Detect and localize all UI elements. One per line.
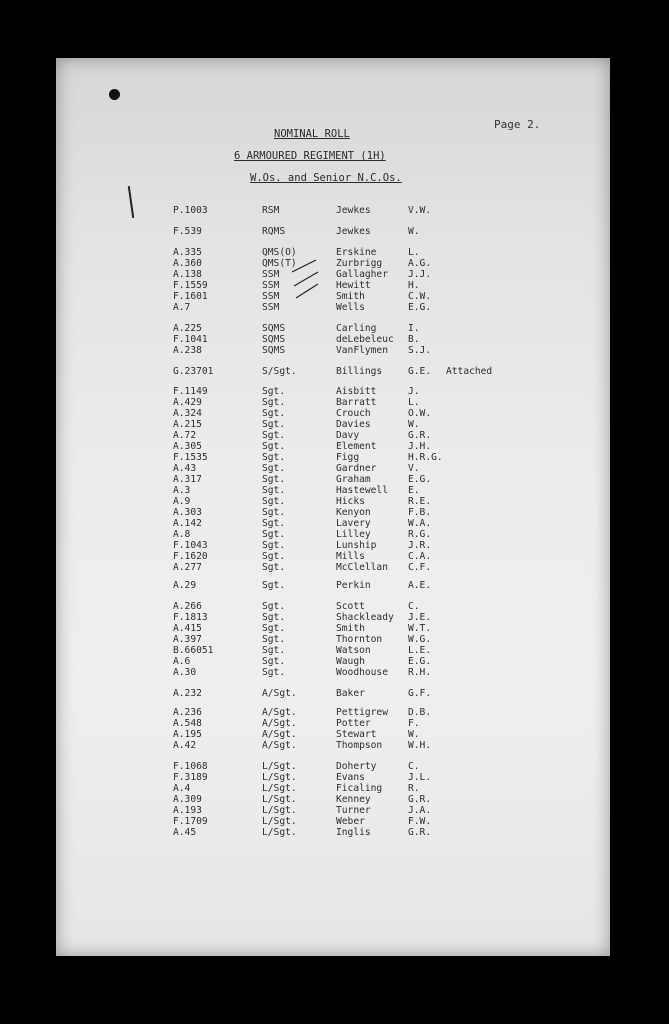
rank: Sgt. bbox=[262, 634, 286, 645]
service-number: F.1043 bbox=[173, 540, 208, 551]
surname: Wells bbox=[336, 302, 365, 313]
rank: L/Sgt. bbox=[262, 772, 297, 783]
initials: W. bbox=[408, 226, 420, 237]
surname: Hastewell bbox=[336, 485, 388, 496]
surname: Perkin bbox=[336, 580, 371, 591]
service-number: A.7 bbox=[173, 302, 191, 313]
surname: Pettigrew bbox=[336, 707, 388, 718]
surname: Turner bbox=[336, 805, 371, 816]
rank: QMS(O) bbox=[262, 247, 297, 258]
initials: H.R.G. bbox=[408, 452, 443, 463]
rank: Sgt. bbox=[262, 656, 286, 667]
service-number: A.195 bbox=[173, 729, 202, 740]
rank: Sgt. bbox=[262, 540, 286, 551]
service-number: A.236 bbox=[173, 707, 202, 718]
initials: C. bbox=[408, 601, 420, 612]
service-number: A.30 bbox=[173, 667, 197, 678]
rank: Sgt. bbox=[262, 452, 286, 463]
rank: Sgt. bbox=[262, 623, 286, 634]
initials: R. bbox=[408, 783, 420, 794]
service-number: F.1535 bbox=[173, 452, 208, 463]
service-number: A.6 bbox=[173, 656, 191, 667]
service-number: A.335 bbox=[173, 247, 202, 258]
surname: Stewart bbox=[336, 729, 377, 740]
surname: Element bbox=[336, 441, 377, 452]
initials: E. bbox=[408, 485, 420, 496]
service-number: F.539 bbox=[173, 226, 202, 237]
surname: Davies bbox=[336, 419, 371, 430]
surname: Lilley bbox=[336, 529, 371, 540]
document-page bbox=[56, 58, 610, 956]
initials: W.T. bbox=[408, 623, 432, 634]
rank: Sgt. bbox=[262, 485, 286, 496]
surname: Crouch bbox=[336, 408, 371, 419]
note: Attached bbox=[446, 366, 493, 377]
rank: A/Sgt. bbox=[262, 707, 297, 718]
surname: Carling bbox=[336, 323, 377, 334]
service-number: A.43 bbox=[173, 463, 197, 474]
surname: VanFlymen bbox=[336, 345, 388, 356]
surname: Thornton bbox=[336, 634, 383, 645]
service-number: F.1149 bbox=[173, 386, 208, 397]
rank: Sgt. bbox=[262, 551, 286, 562]
rank: L/Sgt. bbox=[262, 794, 297, 805]
initials: V.W. bbox=[408, 205, 432, 216]
unit-heading: 6 ARMOURED REGIMENT (1H) bbox=[234, 150, 386, 162]
rank: Sgt. bbox=[262, 507, 286, 518]
service-number: A.305 bbox=[173, 441, 202, 452]
surname: Inglis bbox=[336, 827, 371, 838]
rank: Sgt. bbox=[262, 419, 286, 430]
service-number: A.360 bbox=[173, 258, 202, 269]
initials: J.H. bbox=[408, 441, 432, 452]
rank: A/Sgt. bbox=[262, 718, 297, 729]
service-number: A.232 bbox=[173, 688, 202, 699]
initials: G.F. bbox=[408, 688, 432, 699]
rank: Sgt. bbox=[262, 408, 286, 419]
initials: D.B. bbox=[408, 707, 432, 718]
service-number: A.277 bbox=[173, 562, 202, 573]
surname: Doherty bbox=[336, 761, 377, 772]
service-number: A.9 bbox=[173, 496, 191, 507]
initials: G.R. bbox=[408, 430, 432, 441]
surname: Baker bbox=[336, 688, 365, 699]
service-number: A.324 bbox=[173, 408, 202, 419]
service-number: G.23701 bbox=[173, 366, 214, 377]
initials: G.R. bbox=[408, 794, 432, 805]
surname: Shackleady bbox=[336, 612, 394, 623]
service-number: A.238 bbox=[173, 345, 202, 356]
rank: L/Sgt. bbox=[262, 761, 297, 772]
surname: Barratt bbox=[336, 397, 377, 408]
punch-hole bbox=[109, 89, 120, 100]
rank: S/Sgt. bbox=[262, 366, 297, 377]
initials: H. bbox=[408, 280, 420, 291]
service-number: A.266 bbox=[173, 601, 202, 612]
initials: E.G. bbox=[408, 656, 432, 667]
rank: L/Sgt. bbox=[262, 805, 297, 816]
initials: F.W. bbox=[408, 816, 432, 827]
surname: Lunship bbox=[336, 540, 377, 551]
service-number: F.1601 bbox=[173, 291, 208, 302]
initials: C.W. bbox=[408, 291, 432, 302]
service-number: A.138 bbox=[173, 269, 202, 280]
initials: W.A. bbox=[408, 518, 432, 529]
rank: L/Sgt. bbox=[262, 783, 297, 794]
initials: R.G. bbox=[408, 529, 432, 540]
surname: Thompson bbox=[336, 740, 383, 751]
surname: Weber bbox=[336, 816, 365, 827]
initials: V. bbox=[408, 463, 420, 474]
surname: Hicks bbox=[336, 496, 365, 507]
rank: SSM bbox=[262, 280, 280, 291]
surname: Graham bbox=[336, 474, 371, 485]
initials: J.J. bbox=[408, 269, 432, 280]
initials: R.H. bbox=[408, 667, 432, 678]
initials: I. bbox=[408, 323, 420, 334]
surname: Billings bbox=[336, 366, 383, 377]
service-number: A.45 bbox=[173, 827, 197, 838]
service-number: F.1041 bbox=[173, 334, 208, 345]
surname: deLebeleuc bbox=[336, 334, 394, 345]
initials: J.A. bbox=[408, 805, 432, 816]
initials: W. bbox=[408, 419, 420, 430]
initials: L. bbox=[408, 397, 420, 408]
service-number: A.4 bbox=[173, 783, 191, 794]
initials: E.G. bbox=[408, 474, 432, 485]
service-number: A.415 bbox=[173, 623, 202, 634]
service-number: B.66051 bbox=[173, 645, 214, 656]
rank: SQMS bbox=[262, 323, 286, 334]
service-number: A.548 bbox=[173, 718, 202, 729]
document-subtitle: W.Os. and Senior N.C.Os. bbox=[250, 172, 402, 184]
rank: Sgt. bbox=[262, 580, 286, 591]
rank: Sgt. bbox=[262, 601, 286, 612]
rank: QMS(T) bbox=[262, 258, 297, 269]
initials: C.A. bbox=[408, 551, 432, 562]
initials: W.G. bbox=[408, 634, 432, 645]
rank: Sgt. bbox=[262, 386, 286, 397]
initials: J.E. bbox=[408, 612, 432, 623]
rank: RSM bbox=[262, 205, 280, 216]
service-number: F.3189 bbox=[173, 772, 208, 783]
service-number: A.397 bbox=[173, 634, 202, 645]
rank: Sgt. bbox=[262, 430, 286, 441]
rank: A/Sgt. bbox=[262, 729, 297, 740]
initials: L.E. bbox=[408, 645, 432, 656]
initials: W. bbox=[408, 729, 420, 740]
service-number: A.3 bbox=[173, 485, 191, 496]
surname: Davy bbox=[336, 430, 360, 441]
surname: Evans bbox=[336, 772, 365, 783]
service-number: F.1709 bbox=[173, 816, 208, 827]
service-number: A.72 bbox=[173, 430, 197, 441]
initials: O.W. bbox=[408, 408, 432, 419]
rank: L/Sgt. bbox=[262, 827, 297, 838]
rank: SQMS bbox=[262, 345, 286, 356]
initials: R.E. bbox=[408, 496, 432, 507]
rank: Sgt. bbox=[262, 474, 286, 485]
rank: Sgt. bbox=[262, 645, 286, 656]
surname: Ficaling bbox=[336, 783, 383, 794]
initials: S.J. bbox=[408, 345, 432, 356]
surname: Woodhouse bbox=[336, 667, 388, 678]
initials: W.H. bbox=[408, 740, 432, 751]
surname: Erskine bbox=[336, 247, 377, 258]
rank: Sgt. bbox=[262, 518, 286, 529]
surname: Waugh bbox=[336, 656, 365, 667]
surname: Hewitt bbox=[336, 280, 371, 291]
surname: Kenyon bbox=[336, 507, 371, 518]
service-number: A.225 bbox=[173, 323, 202, 334]
document-title: NOMINAL ROLL bbox=[274, 128, 350, 140]
initials: G.R. bbox=[408, 827, 432, 838]
surname: Smith bbox=[336, 291, 365, 302]
rank: L/Sgt. bbox=[262, 816, 297, 827]
service-number: A.193 bbox=[173, 805, 202, 816]
surname: Scott bbox=[336, 601, 365, 612]
rank: Sgt. bbox=[262, 667, 286, 678]
initials: C.F. bbox=[408, 562, 432, 573]
service-number: F.1559 bbox=[173, 280, 208, 291]
surname: Potter bbox=[336, 718, 371, 729]
surname: Jewkes bbox=[336, 205, 371, 216]
initials: F. bbox=[408, 718, 420, 729]
service-number: A.29 bbox=[173, 580, 197, 591]
rank: SSM bbox=[262, 269, 280, 280]
surname: Mills bbox=[336, 551, 365, 562]
rank: Sgt. bbox=[262, 397, 286, 408]
service-number: P.1003 bbox=[173, 205, 208, 216]
rank: SQMS bbox=[262, 334, 286, 345]
surname: Watson bbox=[336, 645, 371, 656]
rank: Sgt. bbox=[262, 562, 286, 573]
service-number: F.1068 bbox=[173, 761, 208, 772]
service-number: A.42 bbox=[173, 740, 197, 751]
initials: C. bbox=[408, 761, 420, 772]
rank: A/Sgt. bbox=[262, 740, 297, 751]
surname: Smith bbox=[336, 623, 365, 634]
service-number: F.1620 bbox=[173, 551, 208, 562]
initials: B. bbox=[408, 334, 420, 345]
rank: Sgt. bbox=[262, 529, 286, 540]
service-number: A.215 bbox=[173, 419, 202, 430]
initials: L. bbox=[408, 247, 420, 258]
rank: Sgt. bbox=[262, 496, 286, 507]
surname: Gardner bbox=[336, 463, 377, 474]
initials: G.E. bbox=[408, 366, 432, 377]
rank: Sgt. bbox=[262, 441, 286, 452]
rank: Sgt. bbox=[262, 612, 286, 623]
surname: Lavery bbox=[336, 518, 371, 529]
rank: A/Sgt. bbox=[262, 688, 297, 699]
service-number: A.142 bbox=[173, 518, 202, 529]
rank: SSM bbox=[262, 302, 280, 313]
surname: Kenney bbox=[336, 794, 371, 805]
initials: J. bbox=[408, 386, 420, 397]
initials: F.B. bbox=[408, 507, 432, 518]
service-number: A.317 bbox=[173, 474, 202, 485]
surname: Aisbitt bbox=[336, 386, 377, 397]
page-number: Page 2. bbox=[494, 118, 541, 131]
initials: E.G. bbox=[408, 302, 432, 313]
service-number: A.303 bbox=[173, 507, 202, 518]
initials: A.E. bbox=[408, 580, 432, 591]
rank: RQMS bbox=[262, 226, 286, 237]
surname: Figg bbox=[336, 452, 360, 463]
service-number: A.429 bbox=[173, 397, 202, 408]
rank: Sgt. bbox=[262, 463, 286, 474]
service-number: F.1813 bbox=[173, 612, 208, 623]
initials: J.R. bbox=[408, 540, 432, 551]
rank: SSM bbox=[262, 291, 280, 302]
initials: J.L. bbox=[408, 772, 432, 783]
surname: Jewkes bbox=[336, 226, 371, 237]
surname: Zurbrigg bbox=[336, 258, 383, 269]
surname: Gallagher bbox=[336, 269, 388, 280]
initials: A.G. bbox=[408, 258, 432, 269]
surname: McClellan bbox=[336, 562, 388, 573]
service-number: A.309 bbox=[173, 794, 202, 805]
service-number: A.8 bbox=[173, 529, 191, 540]
